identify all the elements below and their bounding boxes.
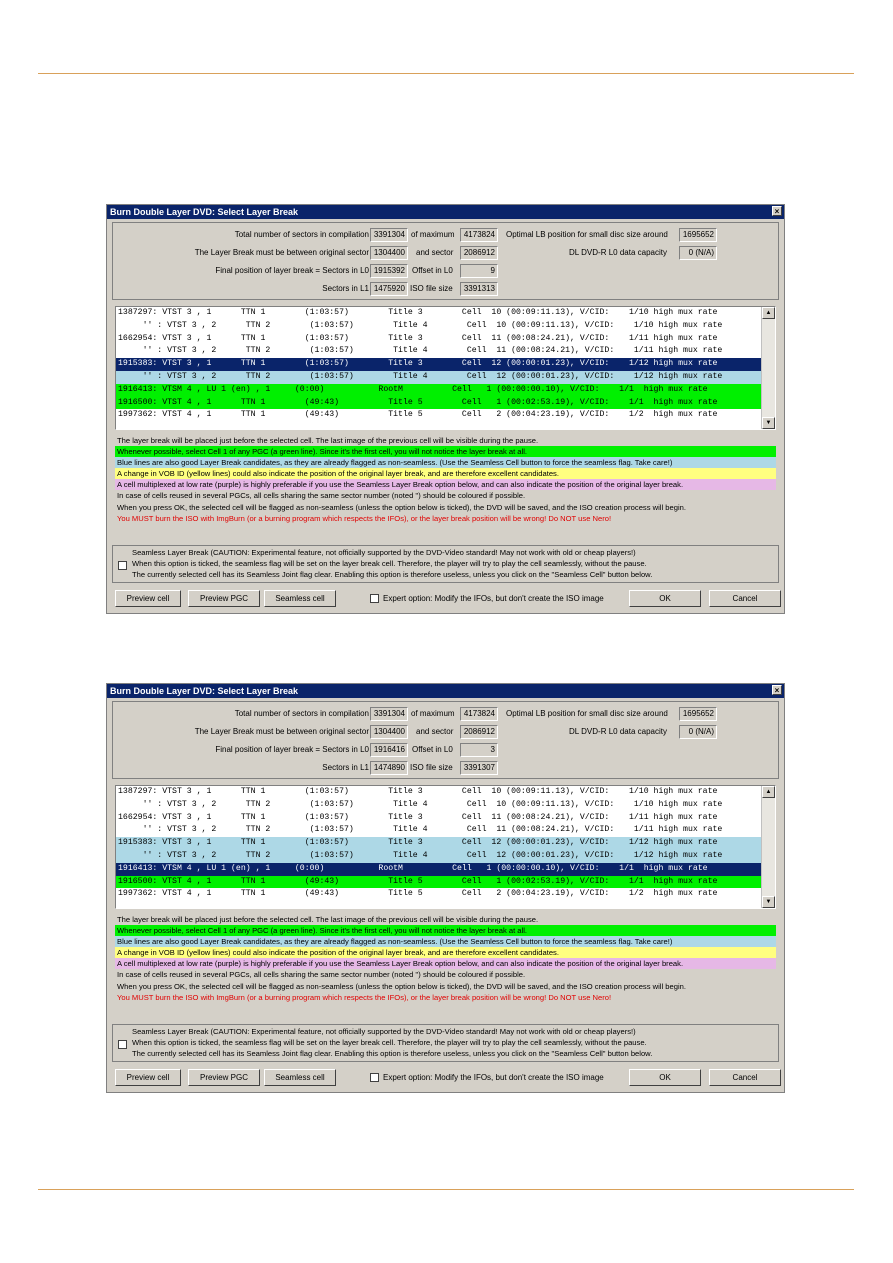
sectors-l1-value: 1474890 (370, 761, 408, 775)
vertical-scrollbar[interactable] (761, 786, 775, 908)
maximum-value: 4173824 (460, 228, 498, 242)
note-line: Blue lines are also good Layer Break candidates, as they are already flagged as non-seamless. (Use the Seamless Cell button to force the seamless flag. Take care!) (115, 936, 776, 947)
table-row[interactable]: '' : VTST 3 , 2 TTN 2 (1:03:57) Title 4 Cell 12 (00:00:01.23), V/CID: 1/12 high mux rate (116, 850, 775, 863)
layer-break-range-label: The Layer Break must be between original sector (194, 248, 369, 257)
range-min-value: 1304400 (370, 246, 408, 260)
table-row[interactable]: 1916413: VTSM 4 , LU 1 (en) , 1 (0:00) RootM Cell 1 (00:00:00.10), V/CID: 1/1 high mux rate (116, 863, 775, 876)
scroll-up-icon[interactable]: ▲ (762, 786, 775, 798)
range-min-value: 1304400 (370, 725, 408, 739)
header-rule (38, 73, 854, 74)
offset-l0-value: 9 (460, 264, 498, 278)
sectors-l1-label: Sectors in L1 (322, 763, 369, 772)
offset-l0-label: Offset in L0 (412, 745, 453, 754)
dl-capacity-label: DL DVD-R L0 data capacity (569, 727, 667, 736)
seamless-status: The currently selected cell has its Seamless Joint flag clear. Enabling this option is therefore useless, unless you click on the "Seamless Cell" button below. (132, 570, 653, 579)
iso-size-label: ISO file size (410, 763, 453, 772)
note-line: A cell multiplexed at low rate (purple) is highly preferable if you use the Seamless Layer Break option below, and can also indicate the position of the original layer break. (115, 958, 776, 969)
table-row[interactable]: 1915383: VTST 3 , 1 TTN 1 (1:03:57) Title 3 Cell 12 (00:00:01.23), V/CID: 1/12 high mux rate (116, 358, 775, 371)
table-row[interactable]: '' : VTST 3 , 2 TTN 2 (1:03:57) Title 4 Cell 10 (00:09:11.13), V/CID: 1/10 high mux rate (116, 320, 775, 333)
optimal-lb-value: 1695652 (679, 707, 717, 721)
cell-list[interactable] (115, 785, 776, 909)
offset-l0-value: 3 (460, 743, 498, 757)
seamless-checkbox[interactable] (118, 561, 127, 570)
preview-pgc-button[interactable]: Preview PGC (188, 1069, 260, 1086)
expert-option-label: Expert option: Modify the IFOs, but don't create the ISO image (383, 594, 604, 603)
seamless-description: When this option is ticked, the seamless flag will be set on the layer break cell. Therefore, the player will try to play the cell seamlessly, without the pause. (132, 559, 647, 568)
table-row[interactable]: 1662954: VTST 3 , 1 TTN 1 (1:03:57) Title 3 Cell 11 (00:08:24.21), V/CID: 1/11 high mux rate (116, 812, 775, 825)
preview-cell-button[interactable]: Preview cell (115, 1069, 181, 1086)
seamless-status: The currently selected cell has its Seamless Joint flag clear. Enabling this option is therefore useless, unless you click on the "Seamless Cell" button below. (132, 1049, 653, 1058)
offset-l0-label: Offset in L0 (412, 266, 453, 275)
table-row[interactable]: '' : VTST 3 , 2 TTN 2 (1:03:57) Title 4 Cell 11 (00:08:24.21), V/CID: 1/11 high mux rate (116, 824, 775, 837)
layer-break-dialog-2 (106, 683, 785, 1093)
note-line: Blue lines are also good Layer Break candidates, as they are already flagged as non-seamless. (Use the Seamless Cell button to force the seamless flag. Take care!) (115, 457, 776, 468)
note-line: A cell multiplexed at low rate (purple) is highly preferable if you use the Seamless Layer Break option below, and can also indicate the position of the original layer break. (115, 479, 776, 490)
dialog-title-bar (107, 684, 784, 698)
final-position-label: Final position of layer break = Sectors in L0 (215, 745, 369, 754)
note-line: A change in VOB ID (yellow lines) could also indicate the position of the original layer break, and are therefore excellent candidates. (115, 947, 776, 958)
note-line: You MUST burn the ISO with ImgBurn (or a burning program which respects the IFOs), or the layer break position will be wrong! Do NOT use Nero! (117, 513, 612, 523)
guidance-notes (115, 914, 776, 1003)
layer-break-dialog-1 (106, 204, 785, 614)
dialog-title-bar (107, 205, 784, 219)
close-icon[interactable]: × (772, 685, 782, 695)
table-row[interactable]: 1662954: VTST 3 , 1 TTN 1 (1:03:57) Title 3 Cell 11 (00:08:24.21), V/CID: 1/11 high mux rate (116, 333, 775, 346)
optimal-lb-label: Optimal LB position for small disc size around (506, 709, 668, 718)
vertical-scrollbar[interactable] (761, 307, 775, 429)
close-icon[interactable]: × (772, 206, 782, 216)
maximum-label: of maximum (411, 709, 455, 718)
final-l0-value: 1915392 (370, 264, 408, 278)
seamless-description: When this option is ticked, the seamless flag will be set on the layer break cell. Therefore, the player will try to play the cell seamlessly, without the pause. (132, 1038, 647, 1047)
note-line: Whenever possible, select Cell 1 of any PGC (a green line). Since it's the first cell, you will not notice the layer break at all. (115, 925, 776, 936)
iso-size-value: 3391313 (460, 282, 498, 296)
maximum-value: 4173824 (460, 707, 498, 721)
ok-button[interactable]: OK (629, 590, 701, 607)
note-line: Whenever possible, select Cell 1 of any PGC (a green line). Since it's the first cell, you will not notice the layer break at all. (115, 446, 776, 457)
table-row[interactable]: 1997362: VTST 4 , 1 TTN 1 (49:43) Title 5 Cell 2 (00:04:23.19), V/CID: 1/2 high mux rate (116, 888, 775, 901)
preview-cell-button[interactable]: Preview cell (115, 590, 181, 607)
table-row[interactable]: 1387297: VTST 3 , 1 TTN 1 (1:03:57) Title 3 Cell 10 (00:09:11.13), V/CID: 1/10 high mux rate (116, 307, 775, 320)
note-line: In case of cells reused in several PGCs, all cells sharing the same sector number (noted '') should be coloured if possible. (117, 970, 526, 980)
cell-rows (116, 307, 775, 422)
scroll-down-icon[interactable]: ▼ (762, 896, 775, 908)
optimal-lb-label: Optimal LB position for small disc size around (506, 230, 668, 239)
scroll-up-icon[interactable]: ▲ (762, 307, 775, 319)
iso-size-label: ISO file size (410, 284, 453, 293)
note-line: In case of cells reused in several PGCs, all cells sharing the same sector number (noted '') should be coloured if possible. (117, 491, 526, 501)
seamless-option-group (112, 545, 779, 583)
iso-size-value: 3391307 (460, 761, 498, 775)
note-line: You MUST burn the ISO with ImgBurn (or a burning program which respects the IFOs), or the layer break position will be wrong! Do NOT use Nero! (117, 992, 612, 1002)
table-row[interactable]: '' : VTST 3 , 2 TTN 2 (1:03:57) Title 4 Cell 12 (00:00:01.23), V/CID: 1/12 high mux rate (116, 371, 775, 384)
table-row[interactable]: 1387297: VTST 3 , 1 TTN 1 (1:03:57) Title 3 Cell 10 (00:09:11.13), V/CID: 1/10 high mux rate (116, 786, 775, 799)
seamless-cell-button[interactable]: Seamless cell (264, 590, 336, 607)
cell-rows (116, 786, 775, 901)
range-max-value: 2086912 (460, 725, 498, 739)
dl-capacity-label: DL DVD-R L0 data capacity (569, 248, 667, 257)
expert-option-label: Expert option: Modify the IFOs, but don't create the ISO image (383, 1073, 604, 1082)
total-sectors-label: Total number of sectors in compilation (234, 709, 369, 718)
seamless-option-group (112, 1024, 779, 1062)
total-sectors-value: 3391304 (370, 228, 408, 242)
table-row[interactable]: '' : VTST 3 , 2 TTN 2 (1:03:57) Title 4 Cell 11 (00:08:24.21), V/CID: 1/11 high mux rate (116, 345, 775, 358)
total-sectors-label: Total number of sectors in compilation (234, 230, 369, 239)
maximum-label: of maximum (411, 230, 455, 239)
cancel-button[interactable]: Cancel (709, 1069, 781, 1086)
preview-pgc-button[interactable]: Preview PGC (188, 590, 260, 607)
expert-option-checkbox[interactable] (370, 594, 379, 603)
note-line: When you press OK, the selected cell will be flagged as non-seamless (unless the option below is ticked), the DVD will be saved, and the ISO creation process will begin. (117, 981, 686, 991)
ok-button[interactable]: OK (629, 1069, 701, 1086)
and-sector-label: and sector (416, 248, 454, 257)
note-line: A change in VOB ID (yellow lines) could also indicate the position of the original layer break, and are therefore excellent candidates. (115, 468, 776, 479)
sector-info-panel (112, 701, 779, 779)
table-row[interactable]: 1915383: VTST 3 , 1 TTN 1 (1:03:57) Title 3 Cell 12 (00:00:01.23), V/CID: 1/12 high mux rate (116, 837, 775, 850)
dialog-title: Burn Double Layer DVD: Select Layer Break (110, 686, 299, 696)
cancel-button[interactable]: Cancel (709, 590, 781, 607)
table-row[interactable]: 1997362: VTST 4 , 1 TTN 1 (49:43) Title 5 Cell 2 (00:04:23.19), V/CID: 1/2 high mux rate (116, 409, 775, 422)
sectors-l1-label: Sectors in L1 (322, 284, 369, 293)
seamless-checkbox[interactable] (118, 1040, 127, 1049)
dl-capacity-value: 0 (N/A) (679, 725, 717, 739)
seamless-cell-button[interactable]: Seamless cell (264, 1069, 336, 1086)
table-row[interactable]: 1916500: VTST 4 , 1 TTN 1 (49:43) Title 5 Cell 1 (00:02:53.19), V/CID: 1/1 high mux rate (116, 876, 775, 889)
final-position-label: Final position of layer break = Sectors in L0 (215, 266, 369, 275)
dl-capacity-value: 0 (N/A) (679, 246, 717, 260)
seamless-title: Seamless Layer Break (CAUTION: Experimental feature, not officially supported by the DVD-Video standard! May not work with old or cheap players!) (132, 1027, 636, 1036)
final-l0-value: 1916416 (370, 743, 408, 757)
total-sectors-value: 3391304 (370, 707, 408, 721)
and-sector-label: and sector (416, 727, 454, 736)
expert-option-checkbox[interactable] (370, 1073, 379, 1082)
table-row[interactable]: '' : VTST 3 , 2 TTN 2 (1:03:57) Title 4 Cell 10 (00:09:11.13), V/CID: 1/10 high mux rate (116, 799, 775, 812)
guidance-notes (115, 435, 776, 524)
cell-list[interactable] (115, 306, 776, 430)
table-row[interactable]: 1916413: VTSM 4 , LU 1 (en) , 1 (0:00) RootM Cell 1 (00:00:00.10), V/CID: 1/1 high mux rate (116, 384, 775, 397)
table-row[interactable]: 1916500: VTST 4 , 1 TTN 1 (49:43) Title 5 Cell 1 (00:02:53.19), V/CID: 1/1 high mux rate (116, 397, 775, 410)
optimal-lb-value: 1695652 (679, 228, 717, 242)
dialog-title: Burn Double Layer DVD: Select Layer Break (110, 207, 299, 217)
footer-rule (38, 1189, 854, 1190)
scroll-down-icon[interactable]: ▼ (762, 417, 775, 429)
layer-break-range-label: The Layer Break must be between original sector (194, 727, 369, 736)
sector-info-panel (112, 222, 779, 300)
note-line: The layer break will be placed just before the selected cell. The last image of the previous cell will be visible during the pause. (117, 436, 539, 445)
note-line: The layer break will be placed just before the selected cell. The last image of the previous cell will be visible during the pause. (117, 915, 539, 924)
note-line: When you press OK, the selected cell will be flagged as non-seamless (unless the option below is ticked), the DVD will be saved, and the ISO creation process will begin. (117, 502, 686, 512)
seamless-title: Seamless Layer Break (CAUTION: Experimental feature, not officially supported by the DVD-Video standard! May not work with old or cheap players!) (132, 548, 636, 557)
range-max-value: 2086912 (460, 246, 498, 260)
sectors-l1-value: 1475920 (370, 282, 408, 296)
